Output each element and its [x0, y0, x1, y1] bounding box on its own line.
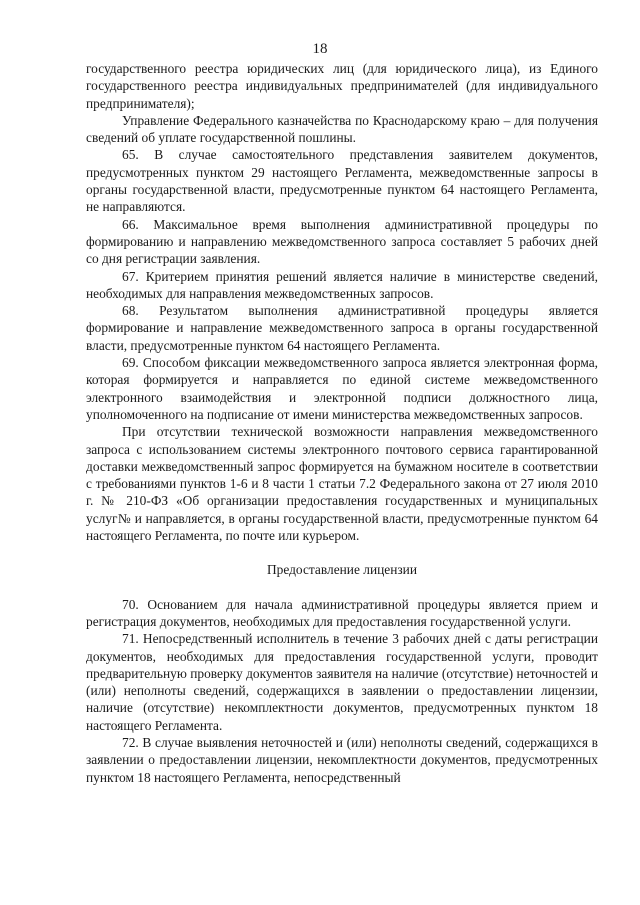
paragraph-66: 66. Максимальное время выполнения административной процедуры по формированию и направлению межведомственного запроса составляет 5 рабочих дней со дня регистрации заявления. — [86, 216, 598, 267]
paragraph-71: 71. Непосредственный исполнитель в течение 3 рабочих дней с даты регистрации документов, необходимых для предоставления государственной услуги, проводит предварительную проверку документов заявителя на наличие (отсутствие) неточностей и (или) неполноты сведений, содержащихся в заявлении о предоставлении лицензии, наличие (отсутствие) некомплектности документов, предусмотренных пунктом 18 настоящего Регламента. — [86, 631, 598, 733]
paragraph-treasury: Управление Федерального казначейства по Краснодарскому краю – для получения сведений об уплате государственной пошлины. — [86, 112, 598, 146]
paragraph-68: 68. Результатом выполнения административной процедуры является формирование и направление межведомственного запроса в органы государственной власти, предусмотренные пунктом 64 настоящего Регламента. — [86, 303, 598, 353]
page-number: 18 — [312, 41, 328, 57]
paragraph-65: 65. В случае самостоятельного представления заявителем документов, предусмотренных пунктом 29 настоящего Регламента, межведомственные запросы в органы государственной власти, предусмотренные пунктом 64 настоящего Регламента, не направляются. — [86, 147, 598, 215]
paragraph-69-paper-request: При отсутствии технической возможности направления межведомственного запроса с использованием системы электронного почтового сервиса гарантированной доставки межведомственный запрос формируется на бумажном носителе в соответствии с требованиями пунктов 1-6 и 8 части 1 статьи 7.2 Федерального закона от 27 июля 2010 г. № 210-ФЗ «Об организации предоставления государственных и муниципальных услуг№ и направляется, в органы государственной власти, предусмотренные пунктом 64 настоящего Регламента, по почте или курьером. — [86, 424, 598, 544]
paragraph-67: 67. Критерием принятия решений является наличие в министерстве сведений, необходимых для направления межведомственных запросов. — [86, 268, 598, 301]
paragraph-72: 72. В случае выявления неточностей и (или) неполноты сведений, содержащихся в заявлении о предоставлении лицензии, некомплектности документов, предусмотренных пунктом 18 настоящего Регламента, непосредственный — [86, 734, 598, 785]
document-body — [86, 60, 598, 786]
section-heading: Предоставление лицензии — [266, 562, 418, 578]
paragraph-continuation: государственного реестра юридических лиц (для юридического лица), из Единого государственного реестра индивидуальных предпринимателей (для индивидуального предпринимателя); — [86, 61, 598, 111]
paragraph-70: 70. Основанием для начала административной процедуры является прием и регистрация документов, необходимых для предоставления государственной услуги. — [86, 596, 598, 629]
paragraph-69: 69. Способом фиксации межведомственного запроса является электронная форма, которая формируется и направляется по единой системе межведомственного электронного взаимодействия и электронной подписи должностного лица, уполномоченного на подписание от имени министерства межведомственных запросов. — [86, 355, 598, 422]
